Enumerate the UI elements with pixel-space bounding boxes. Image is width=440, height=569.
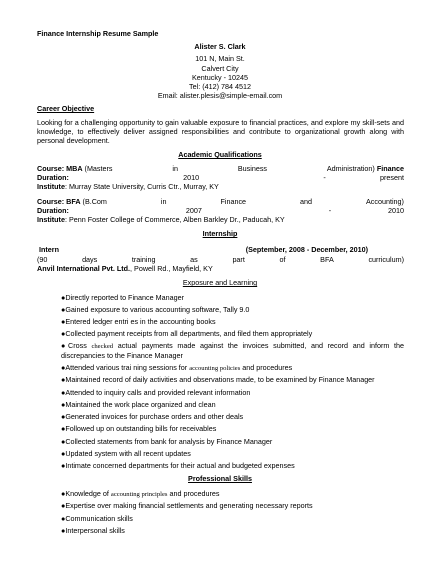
address-line: Calvert City — [201, 64, 239, 73]
list-item: ●Expertise over making financial settlements and generating necessary reports — [61, 501, 313, 510]
list-item: ●Knowledge of accounting principles and procedures — [61, 489, 220, 498]
address-line: 101 N, Main St. — [195, 54, 245, 63]
objective-heading: Career Objective — [37, 104, 95, 113]
skills-heading: Professional Skills — [188, 474, 252, 483]
exposure-heading: Exposure and Learning — [182, 278, 258, 287]
company-row: Anvil International Pvt. Ltd., Powell Rd., Mayfield, KY — [37, 264, 213, 273]
list-item: ●Intimate concerned departments for their actual and budgeted expenses — [61, 461, 295, 470]
list-item: ●Maintained record of daily activities and observations made, to be examined by Finance Manager — [61, 375, 375, 384]
course-row: Course: MBA (Masters in Business Administration) Finance — [37, 164, 404, 173]
institute-row: Institute: Penn Foster College of Commerce, Alben Barkley Dr., Paducah, KY — [37, 215, 285, 224]
list-item: ●Communication skills — [61, 514, 133, 523]
list-item: ●Collected payment receipts from all departments, and filed them appropriately — [61, 329, 313, 338]
phone-line: Tel: (412) 784 4512 — [189, 82, 251, 91]
internship-heading: Internship — [202, 229, 238, 238]
institute-row: Institute: Murray State University, Curris Ctr., Murray, KY — [37, 182, 219, 191]
applicant-name: Alister S. Clark — [194, 42, 246, 51]
list-item: ●Generated invoices for purchase orders and other deals — [61, 412, 244, 421]
doc-title: Finance Internship Resume Sample — [37, 29, 159, 38]
list-item: ●Maintained the work place organized and clean — [61, 400, 216, 409]
list-item: ●Cross checked actual payments made against the invoices submitted, and record and inform the discrepancies to the Finance Manager — [61, 341, 404, 361]
list-item: ●Entered ledger entri es in the accounting books — [61, 317, 216, 326]
list-item: ●Interpersonal skills — [61, 526, 125, 535]
list-item: ●Followed up on outstanding bills for receivables — [61, 424, 217, 433]
list-item: ●Attended various trai ning sessions for accounting policies and procedures — [61, 363, 293, 372]
objective-text: Looking for a challenging opportunity to gain valuable exposure to financial practices, and explore my skill-sets and knowledge, to effectively deliver assigned responsibilities and contribute to organizational growth along with personal development. — [37, 118, 404, 146]
list-item: ●Gained exposure to various accounting software, Tally 9.0 — [61, 305, 250, 314]
email-line: Email: alister.plesis@simple-email.com — [157, 91, 283, 100]
intern-detail-row: (90 days training as part of BFA curriculum) — [37, 255, 404, 264]
list-item: ●Directly reported to Finance Manager — [61, 293, 184, 302]
address-line: Kentucky - 10245 — [192, 73, 248, 82]
list-item: ●Attended to inquiry calls and provided relevant information — [61, 388, 251, 397]
list-item: ●Updated system with all recent updates — [61, 449, 191, 458]
list-item: ●Collected statements from bank for analysis by Finance Manager — [61, 437, 273, 446]
course-row: Course: BFA (B.Com in Finance and Accounting) — [37, 197, 404, 206]
intern-row: Intern (September, 2008 - December, 2010) — [39, 245, 368, 254]
duration-row: Duration: 2007 - 2010 — [37, 206, 404, 215]
academic-heading: Academic Qualifications — [178, 150, 262, 159]
duration-row: Duration: 2010 - present — [37, 173, 404, 182]
